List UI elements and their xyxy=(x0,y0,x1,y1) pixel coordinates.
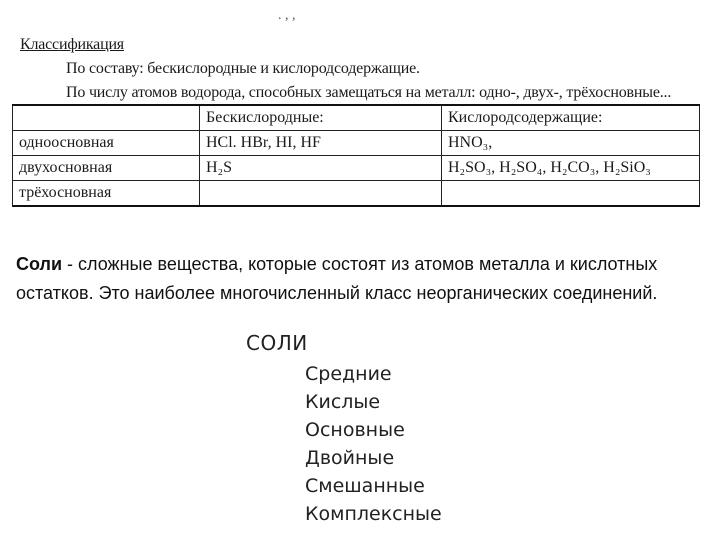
cell-oxygen-free-acids: H₂S xyxy=(200,156,442,181)
salts-definition xyxy=(16,250,706,308)
classification-by-composition: По составу: бескислородные и кислородсодержащие. xyxy=(66,60,420,77)
list-item: Двойные xyxy=(305,447,395,469)
scan-edge-marks: . , , xyxy=(278,8,296,23)
cell-oxygen-free-acids: HCl. HBr, HI, HF xyxy=(200,131,442,156)
cell-oxygen-containing-acids: H₂SO₃, H₂SO₄, H₂CO₃, H₂SiO₃ xyxy=(442,156,700,181)
header-cell-oxygen-free: Бескислородные: xyxy=(200,105,442,131)
list-item: Основные xyxy=(305,419,405,441)
salt-types-list xyxy=(305,360,442,528)
row-label-tribasic: трёхосновная xyxy=(13,181,200,207)
header-cell-empty xyxy=(13,105,200,131)
classification-by-hydrogen: По числу атомов водорода, способных замещаться на металл: одно-, двух-, трёхосновные... xyxy=(66,84,672,101)
salts-definition-text: - сложные вещества, которые состоят из атомов металла и кислотных остатков. Это наиболее многочисленный класс неорганических соединений. xyxy=(16,254,658,303)
header-cell-oxygen-containing: Кислородсодержащие: xyxy=(442,105,700,131)
cell-oxygen-containing-acids: HNO₃, xyxy=(442,131,700,156)
row-label-dibasic: двухосновная xyxy=(13,156,200,181)
table-row xyxy=(13,156,700,181)
salts-title: СОЛИ xyxy=(246,331,308,355)
list-item: Смешанные xyxy=(305,475,425,497)
acid-classification-table xyxy=(12,104,700,207)
row-label-monobasic: одноосновная xyxy=(13,131,200,156)
cell-oxygen-free-acids xyxy=(200,181,442,207)
salts-term: Соли xyxy=(16,254,63,274)
table-header-row xyxy=(13,105,700,131)
table-row xyxy=(13,131,700,156)
list-item: Средние xyxy=(305,363,392,385)
classification-heading: Классификация xyxy=(20,36,124,53)
cell-oxygen-containing-acids xyxy=(442,181,700,207)
list-item: Комплексные xyxy=(305,503,442,525)
table-row xyxy=(13,181,700,207)
list-item: Кислые xyxy=(305,391,381,413)
